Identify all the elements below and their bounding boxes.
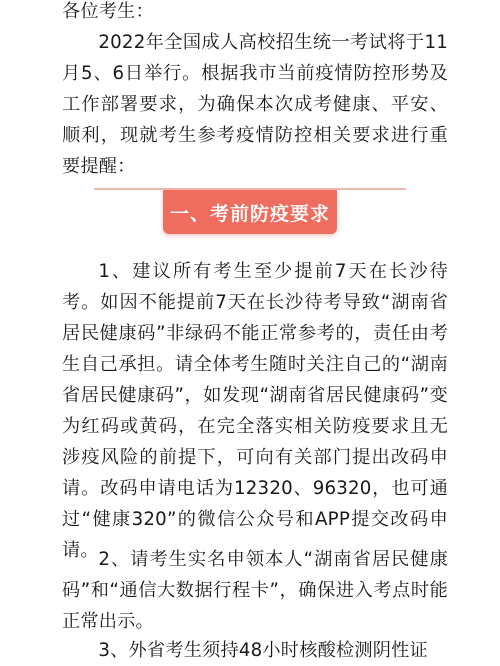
item-1: 1、建议所有考生至少提前7天在长沙待考。如因不能提前7天在长沙待考导致“湖南省居民健康码”非绿码不能正常参考的，责任由考生自己承担。请全体考生随时关注自己的“湖南省居民健康码”，如发现“湖南省居民健康码”变为红码或黄码，在完全落实相关防疫要求且无涉疫风险的前提下，可向有关部门提出改码申请。改码申请电话为12320、96320，也可通过“健康320”的微信公众号和APP提交改码申请。 (62, 261, 448, 561)
intro-paragraph: 2022年全国成人高校招生统一考试将于11月5、6日举行。根据我市当前疫情防控形势及工作部署要求，为确保本次成考健康、平安、顺利，现就考生参考疫情防控相关要求进行重要提醒： (62, 32, 448, 177)
section-title-banner (163, 190, 337, 234)
item-2: 2、请考生实名申领本人“湖南省居民健康码”和“通信大数据行程卡”，确保进入考点时能正常出示。 (62, 549, 448, 632)
greeting: 各位考生： (62, 1, 154, 22)
item-3: 3、外省考生须持48小时核酸检测阴性证 (98, 640, 428, 661)
section-title: 一、考前防疫要求 (169, 202, 330, 225)
